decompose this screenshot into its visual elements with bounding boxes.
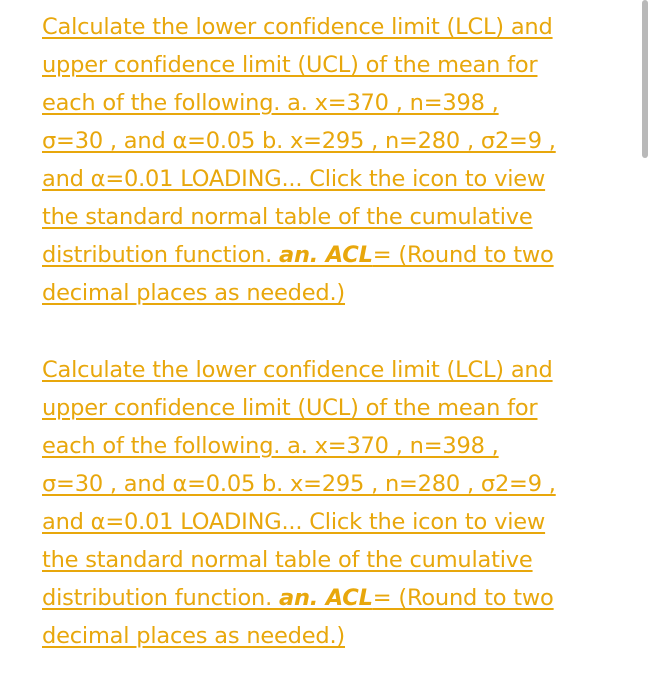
question-line bbox=[42, 579, 602, 617]
question-link-segment[interactable]: decimal places as needed.) bbox=[42, 280, 346, 306]
question-link-segment[interactable]: distribution function. bbox=[42, 242, 279, 268]
question-line bbox=[42, 541, 602, 579]
question-line bbox=[42, 465, 602, 503]
question-line bbox=[42, 617, 602, 655]
question-line bbox=[42, 389, 602, 427]
question-link-segment[interactable]: the standard normal table of the cumulative bbox=[42, 204, 533, 230]
question-link-segment[interactable]: and α=0.01 LOADING... Click the icon to view bbox=[42, 166, 546, 192]
question-block bbox=[42, 8, 602, 312]
question-link-segment[interactable]: each of the following. a. x=370 , n=398 , bbox=[42, 433, 499, 459]
question-link-segment-emphasis[interactable] bbox=[279, 242, 373, 268]
question-line bbox=[42, 84, 602, 122]
question-line bbox=[42, 122, 602, 160]
question-link-segment[interactable]: Calculate the lower confidence limit (LCL) and bbox=[42, 14, 553, 40]
question-line bbox=[42, 427, 602, 465]
question-link-segment[interactable]: upper confidence limit (UCL) of the mean for bbox=[42, 52, 538, 78]
question-link-segment[interactable]: decimal places as needed.) bbox=[42, 623, 346, 649]
emphasis-text: an. ACL bbox=[279, 585, 373, 611]
question-line bbox=[42, 274, 602, 312]
question-line bbox=[42, 8, 602, 46]
question-document bbox=[42, 8, 602, 655]
question-link-segment[interactable]: = (Round to two bbox=[372, 585, 554, 611]
question-link-segment[interactable]: distribution function. bbox=[42, 585, 279, 611]
question-line bbox=[42, 236, 602, 274]
question-link-segment-emphasis[interactable] bbox=[279, 585, 373, 611]
question-link-segment[interactable]: each of the following. a. x=370 , n=398 , bbox=[42, 90, 499, 116]
question-link-segment[interactable]: and α=0.01 LOADING... Click the icon to view bbox=[42, 509, 546, 535]
question-link-segment[interactable]: the standard normal table of the cumulative bbox=[42, 547, 533, 573]
question-link-segment[interactable]: Calculate the lower confidence limit (LCL) and bbox=[42, 357, 553, 383]
question-line bbox=[42, 198, 602, 236]
question-link-segment[interactable]: upper confidence limit (UCL) of the mean for bbox=[42, 395, 538, 421]
emphasis-text: an. ACL bbox=[279, 242, 373, 268]
question-block bbox=[42, 351, 602, 655]
question-line bbox=[42, 503, 602, 541]
scrollbar-thumb[interactable] bbox=[642, 0, 648, 158]
question-link-segment[interactable]: σ=30 , and α=0.05 b. x=295 , n=280 , σ2=9 , bbox=[42, 471, 556, 497]
question-link-segment[interactable]: σ=30 , and α=0.05 b. x=295 , n=280 , σ2=9 , bbox=[42, 128, 556, 154]
question-link-segment[interactable]: = (Round to two bbox=[372, 242, 554, 268]
question-line bbox=[42, 351, 602, 389]
question-line bbox=[42, 46, 602, 84]
question-line bbox=[42, 160, 602, 198]
